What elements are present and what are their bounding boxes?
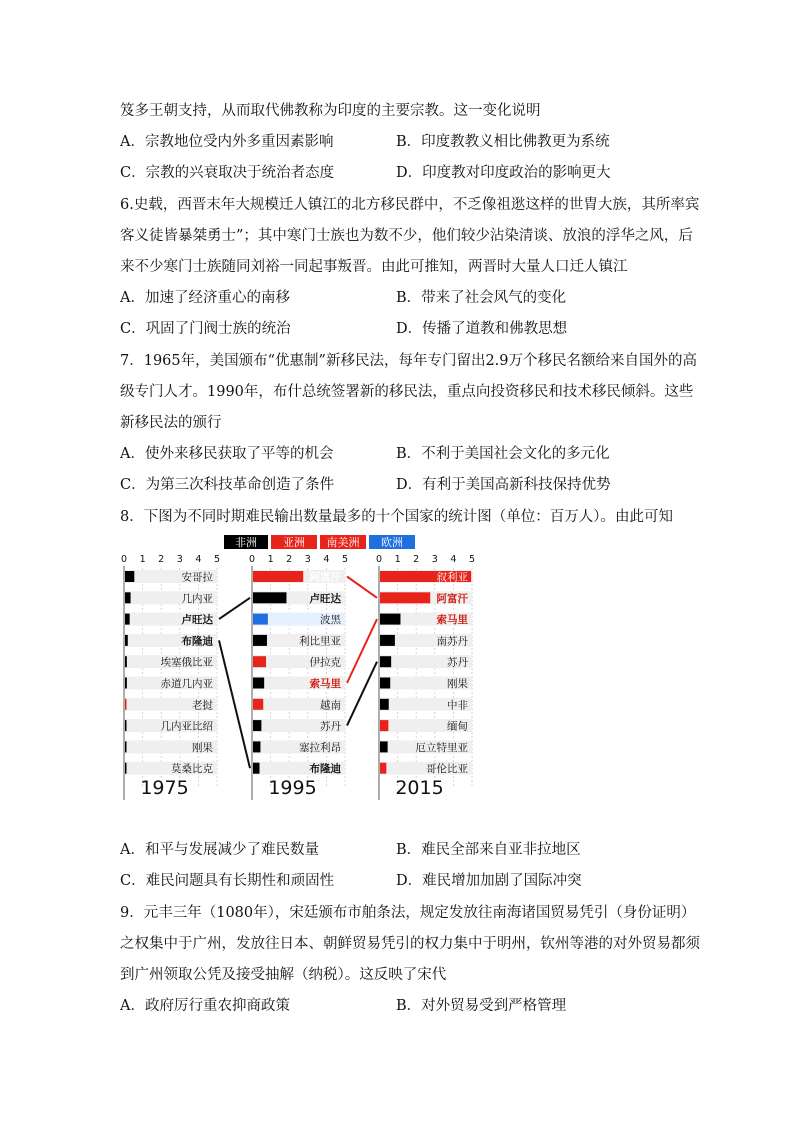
q6-stem-line-1: 6.史载，西晋末年大规模迁人镇江的北方移民群中，不乏像祖逖这样的世胄大族，其所率宾 bbox=[120, 197, 700, 213]
bar-1-5 bbox=[253, 678, 264, 689]
bar-0-4 bbox=[125, 656, 127, 667]
q7-option-d: D．有利于美国高新科技保持优势 bbox=[396, 477, 611, 493]
country-label-2-4: 苏丹 bbox=[447, 656, 468, 669]
bar-2-7 bbox=[380, 720, 388, 731]
q8-stem: 8．下图为不同时期难民输出数量最多的十个国家的统计图（单位：百万人）。由此可知 bbox=[120, 509, 673, 525]
q6-option-a: A．加速了经济重心的南移 bbox=[120, 290, 290, 306]
country-label-0-4: 埃塞俄比亚 bbox=[160, 656, 213, 669]
country-label-0-9: 莫桑比克 bbox=[171, 763, 213, 776]
country-label-0-0: 安哥拉 bbox=[181, 571, 213, 584]
country-label-2-7: 缅甸 bbox=[447, 720, 468, 733]
bar-1-6 bbox=[253, 699, 263, 710]
bar-0-5 bbox=[125, 678, 127, 689]
country-label-2-5: 刚果 bbox=[447, 678, 468, 690]
tick-label-2-1: 1 bbox=[394, 554, 401, 565]
tick-label-2-3: 3 bbox=[431, 554, 438, 565]
bar-0-1 bbox=[125, 592, 131, 603]
q9-option-b: B．对外贸易受到严格管理 bbox=[396, 998, 567, 1014]
bar-0-9 bbox=[125, 763, 127, 774]
bar-0-2 bbox=[125, 614, 130, 625]
link-line-2 bbox=[347, 577, 377, 598]
q7-option-a: A．使外来移民获取了平等的机会 bbox=[120, 446, 334, 462]
tick-label-2-0: 0 bbox=[375, 554, 383, 565]
q8-option-b: B．难民全部来自亚非拉地区 bbox=[396, 842, 581, 858]
country-label-1-5: 索马里 bbox=[309, 678, 341, 690]
link-line-0 bbox=[219, 598, 250, 619]
bar-0-0 bbox=[125, 571, 134, 582]
year-label-0: 1975 bbox=[140, 777, 189, 799]
q6-option-c: C．巩固了门阀士族的统治 bbox=[120, 321, 291, 337]
bar-0-6 bbox=[125, 699, 127, 710]
q7-stem-line-1: 7．1965年，美国颁布“优惠制”新移民法，每年专门留出2.9万个移民名额给来自国外的高 bbox=[120, 353, 698, 369]
legend-label-1: 亚洲 bbox=[283, 536, 305, 549]
bar-1-7 bbox=[253, 720, 261, 731]
q6-option-d: D．传播了道教和佛教思想 bbox=[396, 321, 568, 337]
q7-stem-line-2: 级专门人才。1990年，布什总统签署新的移民法，重点向投资移民和技术移民倾斜。这些 bbox=[120, 384, 694, 400]
country-label-1-0: 阿富汗 bbox=[309, 571, 341, 584]
tick-label-1-3: 3 bbox=[304, 554, 311, 565]
legend-label-3: 欧洲 bbox=[381, 536, 403, 549]
country-label-0-6: 老挝 bbox=[192, 699, 213, 712]
q7-option-b: B．不利于美国社会文化的多元化 bbox=[396, 446, 610, 462]
refugee-chart bbox=[118, 530, 478, 805]
year-label-1: 1995 bbox=[268, 777, 317, 799]
bar-2-6 bbox=[380, 699, 389, 710]
bar-1-9 bbox=[253, 763, 260, 774]
bar-1-3 bbox=[253, 635, 267, 646]
country-label-1-2: 波黑 bbox=[320, 614, 341, 627]
tick-label-0-0: 0 bbox=[120, 554, 128, 565]
bar-1-1 bbox=[253, 592, 286, 603]
q6-option-b: B．带来了社会风气的变化 bbox=[396, 290, 567, 306]
bar-0-8 bbox=[125, 741, 127, 752]
country-label-1-4: 伊拉克 bbox=[309, 656, 341, 669]
country-label-0-2: 卢旺达 bbox=[181, 614, 213, 627]
country-label-0-7: 几内亚比绍 bbox=[160, 720, 213, 733]
country-label-2-8: 厄立特里亚 bbox=[415, 741, 468, 754]
country-label-2-2: 索马里 bbox=[436, 614, 468, 627]
bar-1-2 bbox=[253, 614, 268, 625]
country-label-0-3: 布隆迪 bbox=[181, 635, 213, 648]
country-label-1-1: 卢旺达 bbox=[309, 592, 341, 605]
country-label-2-6: 中非 bbox=[447, 699, 468, 712]
bar-0-3 bbox=[125, 635, 128, 646]
tick-label-1-5: 5 bbox=[341, 554, 349, 565]
legend-label-0: 非洲 bbox=[235, 536, 257, 549]
q5-option-a: A．宗教地位受内外多重因素影响 bbox=[120, 134, 334, 150]
q9-stem-line-3: 到广州领取公凭及接受抽解（纳税）。这反映了宋代 bbox=[120, 967, 447, 983]
country-label-0-5: 赤道几内亚 bbox=[160, 678, 213, 690]
q9-option-a: A．政府厉行重农抑商政策 bbox=[120, 998, 290, 1014]
bar-2-3 bbox=[380, 635, 395, 646]
q6-stem-line-2: 客义徒皆暴桀勇士”；其中寒门士族也为数不少，他们较少沾染清谈、放浪的浮华之风，后 bbox=[120, 228, 693, 244]
q9-stem-line-2: 之权集中于广州，发放往日本、朝鲜贸易凭引的权力集中于明州，钦州等港的对外贸易都须 bbox=[120, 936, 700, 952]
tick-label-0-5: 5 bbox=[213, 554, 221, 565]
country-label-2-1: 阿富汗 bbox=[436, 592, 468, 605]
tick-label-2-4: 4 bbox=[450, 554, 457, 565]
tick-label-1-1: 1 bbox=[267, 554, 274, 565]
q8-option-a: A．和平与发展减少了难民数量 bbox=[120, 842, 319, 858]
country-label-1-9: 布隆迪 bbox=[309, 763, 341, 776]
q7-option-c: C．为第三次科技革命创造了条件 bbox=[120, 477, 335, 493]
link-line-1 bbox=[219, 640, 250, 768]
tick-label-1-4: 4 bbox=[323, 554, 330, 565]
country-label-2-3: 南苏丹 bbox=[436, 635, 468, 648]
q7-stem-line-3: 新移民法的颁行 bbox=[120, 415, 222, 431]
country-label-1-6: 越南 bbox=[320, 699, 341, 712]
q5-option-d: D．印度教对印度政治的影响更大 bbox=[396, 165, 611, 181]
tick-label-1-2: 2 bbox=[286, 554, 293, 565]
bar-0-7 bbox=[125, 720, 127, 731]
bar-2-5 bbox=[380, 678, 390, 689]
country-label-1-3: 利比里亚 bbox=[299, 635, 341, 648]
tick-label-0-1: 1 bbox=[139, 554, 146, 565]
country-label-1-8: 塞拉利昂 bbox=[299, 741, 341, 754]
bar-1-8 bbox=[253, 741, 260, 752]
tick-label-2-5: 5 bbox=[468, 554, 476, 565]
q8-option-c: C．难民问题具有长期性和顽固性 bbox=[120, 873, 335, 889]
bar-1-4 bbox=[253, 656, 266, 667]
country-label-2-0: 叙利亚 bbox=[436, 571, 468, 584]
tick-label-1-0: 0 bbox=[248, 554, 256, 565]
q6-stem-line-3: 来不少寒门士族随同刘裕一同起事叛晋。由此可推知，两晋时大量人口迁人镇江 bbox=[120, 259, 628, 275]
country-label-2-9: 哥伦比亚 bbox=[426, 763, 468, 776]
country-label-0-1: 几内亚 bbox=[181, 592, 213, 605]
q5-option-c: C．宗教的兴衰取决于统治者态度 bbox=[120, 165, 335, 181]
bar-2-9 bbox=[380, 763, 386, 774]
bar-2-4 bbox=[380, 656, 391, 667]
country-label-1-7: 苏丹 bbox=[320, 720, 341, 733]
bar-2-8 bbox=[380, 741, 388, 752]
q8-option-d: D．难民增加加剧了国际冲突 bbox=[396, 873, 582, 889]
country-label-0-8: 刚果 bbox=[192, 741, 213, 754]
year-label-2: 2015 bbox=[395, 777, 444, 799]
q5-option-b: B．印度教教义相比佛教更为系统 bbox=[396, 134, 610, 150]
legend-label-2: 南美洲 bbox=[326, 536, 360, 549]
bar-2-1 bbox=[380, 592, 430, 603]
q9-stem-line-1: 9．元丰三年（1080年），宋廷颁布市舶条法，规定发放往南海诸国贸易凭引（身份证明） bbox=[120, 905, 696, 921]
tick-label-0-4: 4 bbox=[195, 554, 202, 565]
q5-stem: 笈多王朝支持，从而取代佛教称为印度的主要宗教。这一变化说明 bbox=[120, 103, 541, 119]
bar-2-2 bbox=[380, 614, 400, 625]
tick-label-0-3: 3 bbox=[176, 554, 183, 565]
bar-1-0 bbox=[253, 571, 303, 582]
tick-label-0-2: 2 bbox=[158, 554, 165, 565]
tick-label-2-2: 2 bbox=[413, 554, 420, 565]
